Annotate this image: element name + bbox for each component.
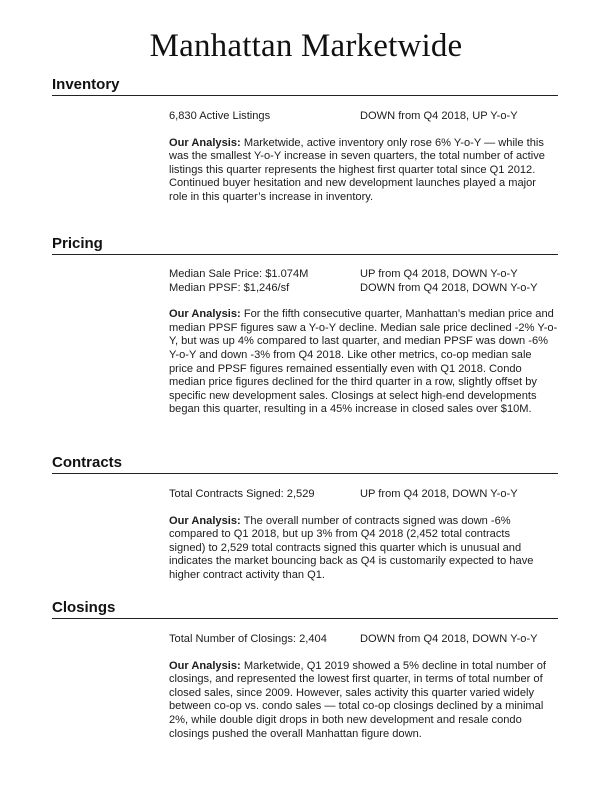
inventory-heading: Inventory bbox=[52, 77, 558, 96]
active-listings-trend: DOWN from Q4 2018, UP Y-o-Y bbox=[360, 110, 518, 122]
median-ppsf-trend: DOWN from Q4 2018, DOWN Y-o-Y bbox=[360, 281, 538, 294]
closings-heading: Closings bbox=[52, 600, 558, 619]
pricing-analysis bbox=[169, 308, 558, 417]
analysis-label: Our Analysis: bbox=[169, 514, 241, 527]
pricing-stat-row bbox=[169, 268, 558, 282]
inventory-analysis-text: Marketwide, active inventory only rose 6% Y-o-Y — while this was the smallest Y-o-Y increase in seven quarters, the total number of active listings this quarter represents the highest first quarter total since Q1 2012. Continued buyer hesitation and new development launches played a major role in this quarter’s increase in inventory. bbox=[169, 136, 545, 203]
contracts-analysis-text: The overall number of contracts signed was down -6% compared to Q1 2018, but up 3% from Q4 2018 (2,452 total contracts signed) to 2,529 total contracts signed this quarter which is unusual and indicates the market bouncing back as Q4 is customarily expected to have higher contract activity than Q1. bbox=[169, 514, 534, 581]
analysis-label: Our Analysis: bbox=[169, 308, 241, 321]
closings-analysis bbox=[169, 660, 558, 742]
median-sale-price-trend: UP from Q4 2018, DOWN Y-o-Y bbox=[360, 268, 518, 280]
inventory-section bbox=[52, 77, 558, 205]
closings-stat: Total Number of Closings: 2,404 bbox=[169, 633, 327, 645]
contracts-analysis bbox=[169, 515, 549, 583]
contracts-signed-trend: UP from Q4 2018, DOWN Y-o-Y bbox=[360, 488, 518, 500]
pricing-body bbox=[169, 268, 558, 417]
closings-stat-row bbox=[169, 633, 558, 647]
pricing-section bbox=[52, 236, 558, 417]
inventory-stat-row bbox=[169, 110, 558, 124]
closings-body bbox=[169, 633, 558, 741]
contracts-stat-row bbox=[169, 488, 558, 502]
closings-trend: DOWN from Q4 2018, DOWN Y-o-Y bbox=[360, 633, 538, 645]
page-title: Manhattan Marketwide bbox=[149, 28, 463, 64]
inventory-body bbox=[169, 110, 558, 205]
contracts-body bbox=[169, 488, 558, 583]
median-ppsf-stat: Median PPSF: $1,246/sf bbox=[169, 281, 290, 294]
pricing-analysis-text: For the fifth consecutive quarter, Manhattan’s median price and median PPSF figures saw a Y-o-Y decline. Median sale price declined -2% Y-o-Y, but was up 4% compared to last quarter, and median PPSF was down -6% Y-o-Y and down -3% from Q4 2018. Like other metrics, co-op median sale price and PPSF figures remained essentially even with Q1 2018. Condo median price figures declined for the third quarter in a row, slightly offset by specific new development sales. Closings at select high-end developments began this quarter, resulting in a 45% increase in closed sales over $10M. bbox=[169, 308, 558, 416]
analysis-label: Our Analysis: bbox=[169, 136, 241, 149]
contracts-heading: Contracts bbox=[52, 455, 558, 474]
contracts-section bbox=[52, 455, 558, 583]
median-sale-price-stat: Median Sale Price: $1.074M bbox=[169, 268, 309, 280]
pricing-heading: Pricing bbox=[52, 236, 558, 255]
closings-section bbox=[52, 600, 558, 741]
active-listings-stat: 6,830 Active Listings bbox=[169, 110, 271, 122]
inventory-analysis bbox=[169, 137, 545, 205]
closings-analysis-text: Marketwide, Q1 2019 showed a 5% decline in total number of closings, and represented the lowest first quarter, in terms of total number of closed sales, since 2009. However, sales activity this quarter varied widely between co-op vs. condo sales — total co-op closings declined by a minimal 2%, while double digit drops in both new development and resale condo closings pushed the overall Manhattan figure down. bbox=[169, 659, 546, 740]
analysis-label: Our Analysis: bbox=[169, 659, 241, 672]
contracts-signed-stat: Total Contracts Signed: 2,529 bbox=[169, 488, 315, 500]
pricing-stat-row bbox=[169, 282, 558, 296]
